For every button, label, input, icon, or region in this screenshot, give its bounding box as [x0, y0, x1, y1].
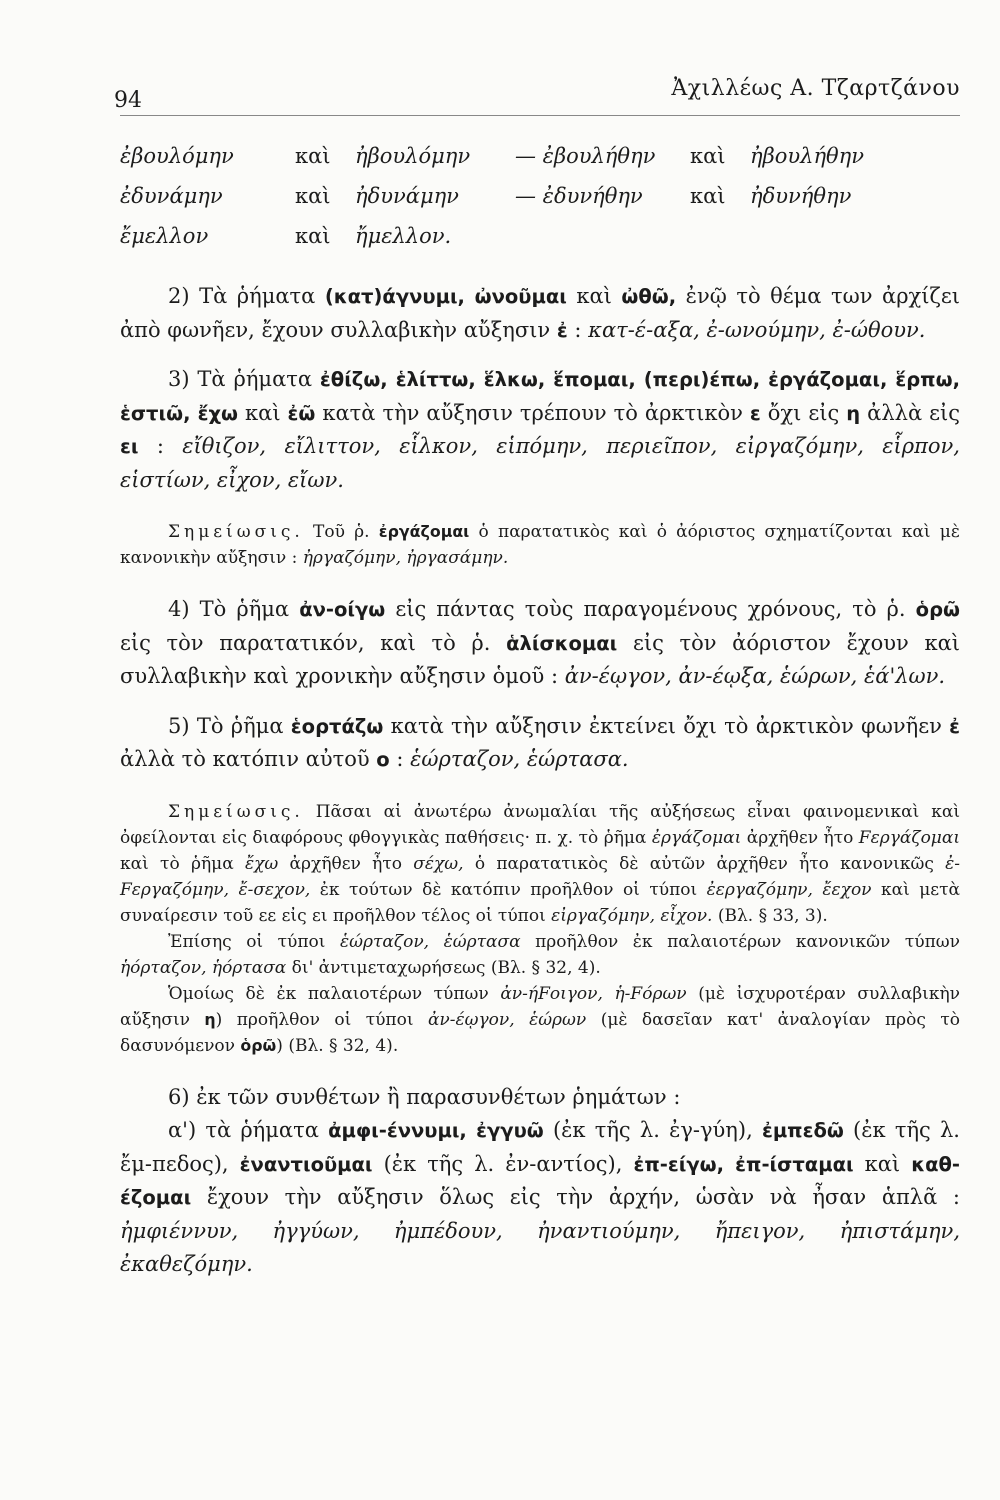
paragraph-6: 6) ἐκ τῶν συνθέτων ἢ παρασυνθέτων ῥημάτων : [168, 1084, 681, 1109]
conjugation-row: ἐδυνάμην καὶ ἠδυνάμην — ἐδυνήθην καὶ ἠδυνήθην [120, 184, 852, 208]
paragraph-5: 5) Τὸ ῥῆμα ἑορτάζω κατὰ τὴν αὔξησιν ἐκτείνει ὄχι τὸ ἀρκτικὸν φωνῆεν ἐ ἀλλὰ τὸ κατόπιν αὐτοῦ ο : ἑώρταζον, ἑώρτασα. [120, 713, 960, 771]
note-1: Σημείωσις. Τοῦ ῥ. ἐργάζομαι ὁ παρατατικὸς καὶ ὁ ἀόριστος σχηματίζονται καὶ μὲ κανονικὴν αὔξησιν : ἠργαζόμην, ἠργασάμην. [120, 522, 960, 568]
running-head: Ἀχιλλέως Α. Τζαρτζάνου [671, 76, 960, 101]
page-number: 94 [114, 88, 142, 113]
note-3: Ἐπίσης οἱ τύποι ἑώρταζον, ἑώρτασα προῆλθον ἐκ παλαιοτέρων κανονικῶν τύπων ἡόρταζον, ἡόρτασα δι' ἀντιμεταχωρήσεως (Βλ. § 32, 4). [120, 931, 960, 978]
paragraph-3: 3) Τὰ ῥήματα ἐθίζω, ἑλίττω, ἕλκω, ἕπομαι, (περι)έπω, ἐργάζομαι, ἕρπω, ἑστιῶ, ἔχω καὶ ἐῶ κατὰ τὴν αὔξησιν τρέπουν τὸ ἀρκτικὸν ε ὄχι εἰς η ἀλλὰ εἰς ει : εἴθιζον, εἴλιττον, εἷλκον, εἱπόμην, περιεῖπον, εἰργαζόμην, εἷρπον, εἱστίων, εἶχον, εἴων. [120, 367, 960, 492]
conjugation-row: ἐβουλόμην καὶ ἠβουλόμην — ἐβουλήθην καὶ ἠβουλήθην [120, 144, 865, 168]
conjugation-table [120, 144, 960, 264]
paragraph-6a: α') τὰ ῥήματα ἀμφι-έννυμι, ἐγγυῶ (ἐκ τῆς λ. ἐγ-γύη), ἐμπεδῶ (ἐκ τῆς λ. ἔμ-πεδος), ἐναντιοῦμαι (ἐκ τῆς λ. ἐν-αντίος), ἐπ-είγω, ἐπ-ίσταμαι καὶ καθ-έζομαι ἔχουν τὴν αὔξησιν ὅλως εἰς τὴν ἀρχήν, ὡσὰν νὰ ἦσαν ἁπλᾶ : ἠμφιέννυν, ἠγγύων, ἠμπέδουν, ἠναντιούμην, ἤπειγον, ἠπιστάμην, ἐκαθεζόμην. [120, 1118, 960, 1276]
note-2: Σημείωσις. Πᾶσαι αἱ ἀνωτέρω ἀνωμαλίαι τῆς αὐξήσεως εἶναι φαινομενικαὶ καὶ ὀφείλονται εἰς διαφόρους φθογγικὰς παθήσεις· π. χ. τὸ ῥῆμα ἐργάζομαι ἀρχῆθεν ἦτο Fεργάζομαι καὶ τὸ ῥῆμα ἔχω ἀρχῆθεν ἦτο σέχω, ὁ παρατατικὸς δὲ αὐτῶν ἀρχῆθεν ἦτο κανονικῶς ἐ-Fεργαζόμην, ἔ-σεχον, ἐκ τούτων δὲ κατόπιν προῆλθον οἱ τύποι ἐεργαζόμην, ἔεχον καὶ μετὰ συναίρεσιν τοῦ εε εἰς ει προῆλθον τέλος οἱ τύποι εἰργαζόμην, εἶχον. (Βλ. § 33, 3). [120, 801, 961, 926]
note-4: Ὁμοίως δὲ ἐκ παλαιοτέρων τύπων ἀν-ήFοιγον, ἡ-Fόρων (μὲ ἰσχυροτέραν συλλαβικὴν αὔξησιν η) προῆλθον οἱ τύποι ἀν-έῳγον, ἑώρων (μὲ δασεῖαν κατ' ἀναλογίαν πρὸς τὸ δασυνόμενον ὁρῶ) (Βλ. § 32, 4). [120, 983, 960, 1056]
conjugation-row: ἔμελλον καὶ ἤμελλον. [120, 224, 452, 248]
paragraph-4: 4) Τὸ ῥῆμα ἀν-οίγω εἰς πάντας τοὺς παραγομένους χρόνους, τὸ ῥ. ὁρῶ εἰς τὸν παρατατικόν, καὶ τὸ ῥ. ἁλίσκομαι εἰς τὸν ἀόριστον ἔχουν καὶ συλλαβικὴν καὶ χρονικὴν αὔξησιν ὁμοῦ : ἀν-έῳγον, ἀν-έῳξα, ἑώρων, ἑά'λων. [120, 597, 960, 688]
page-header [114, 70, 960, 116]
paragraph-2: 2) Τὰ ῥήματα (κατ)άγνυμι, ὠνοῦμαι καὶ ὠθῶ, ἐνῷ τὸ θέμα των ἀρχίζει ἀπὸ φωνῆεν, ἔχουν συλλαβικὴν αὔξησιν ἐ : κατ-έ-αξα, ἐ-ωνούμην, ἐ-ώθουν. [120, 284, 961, 342]
